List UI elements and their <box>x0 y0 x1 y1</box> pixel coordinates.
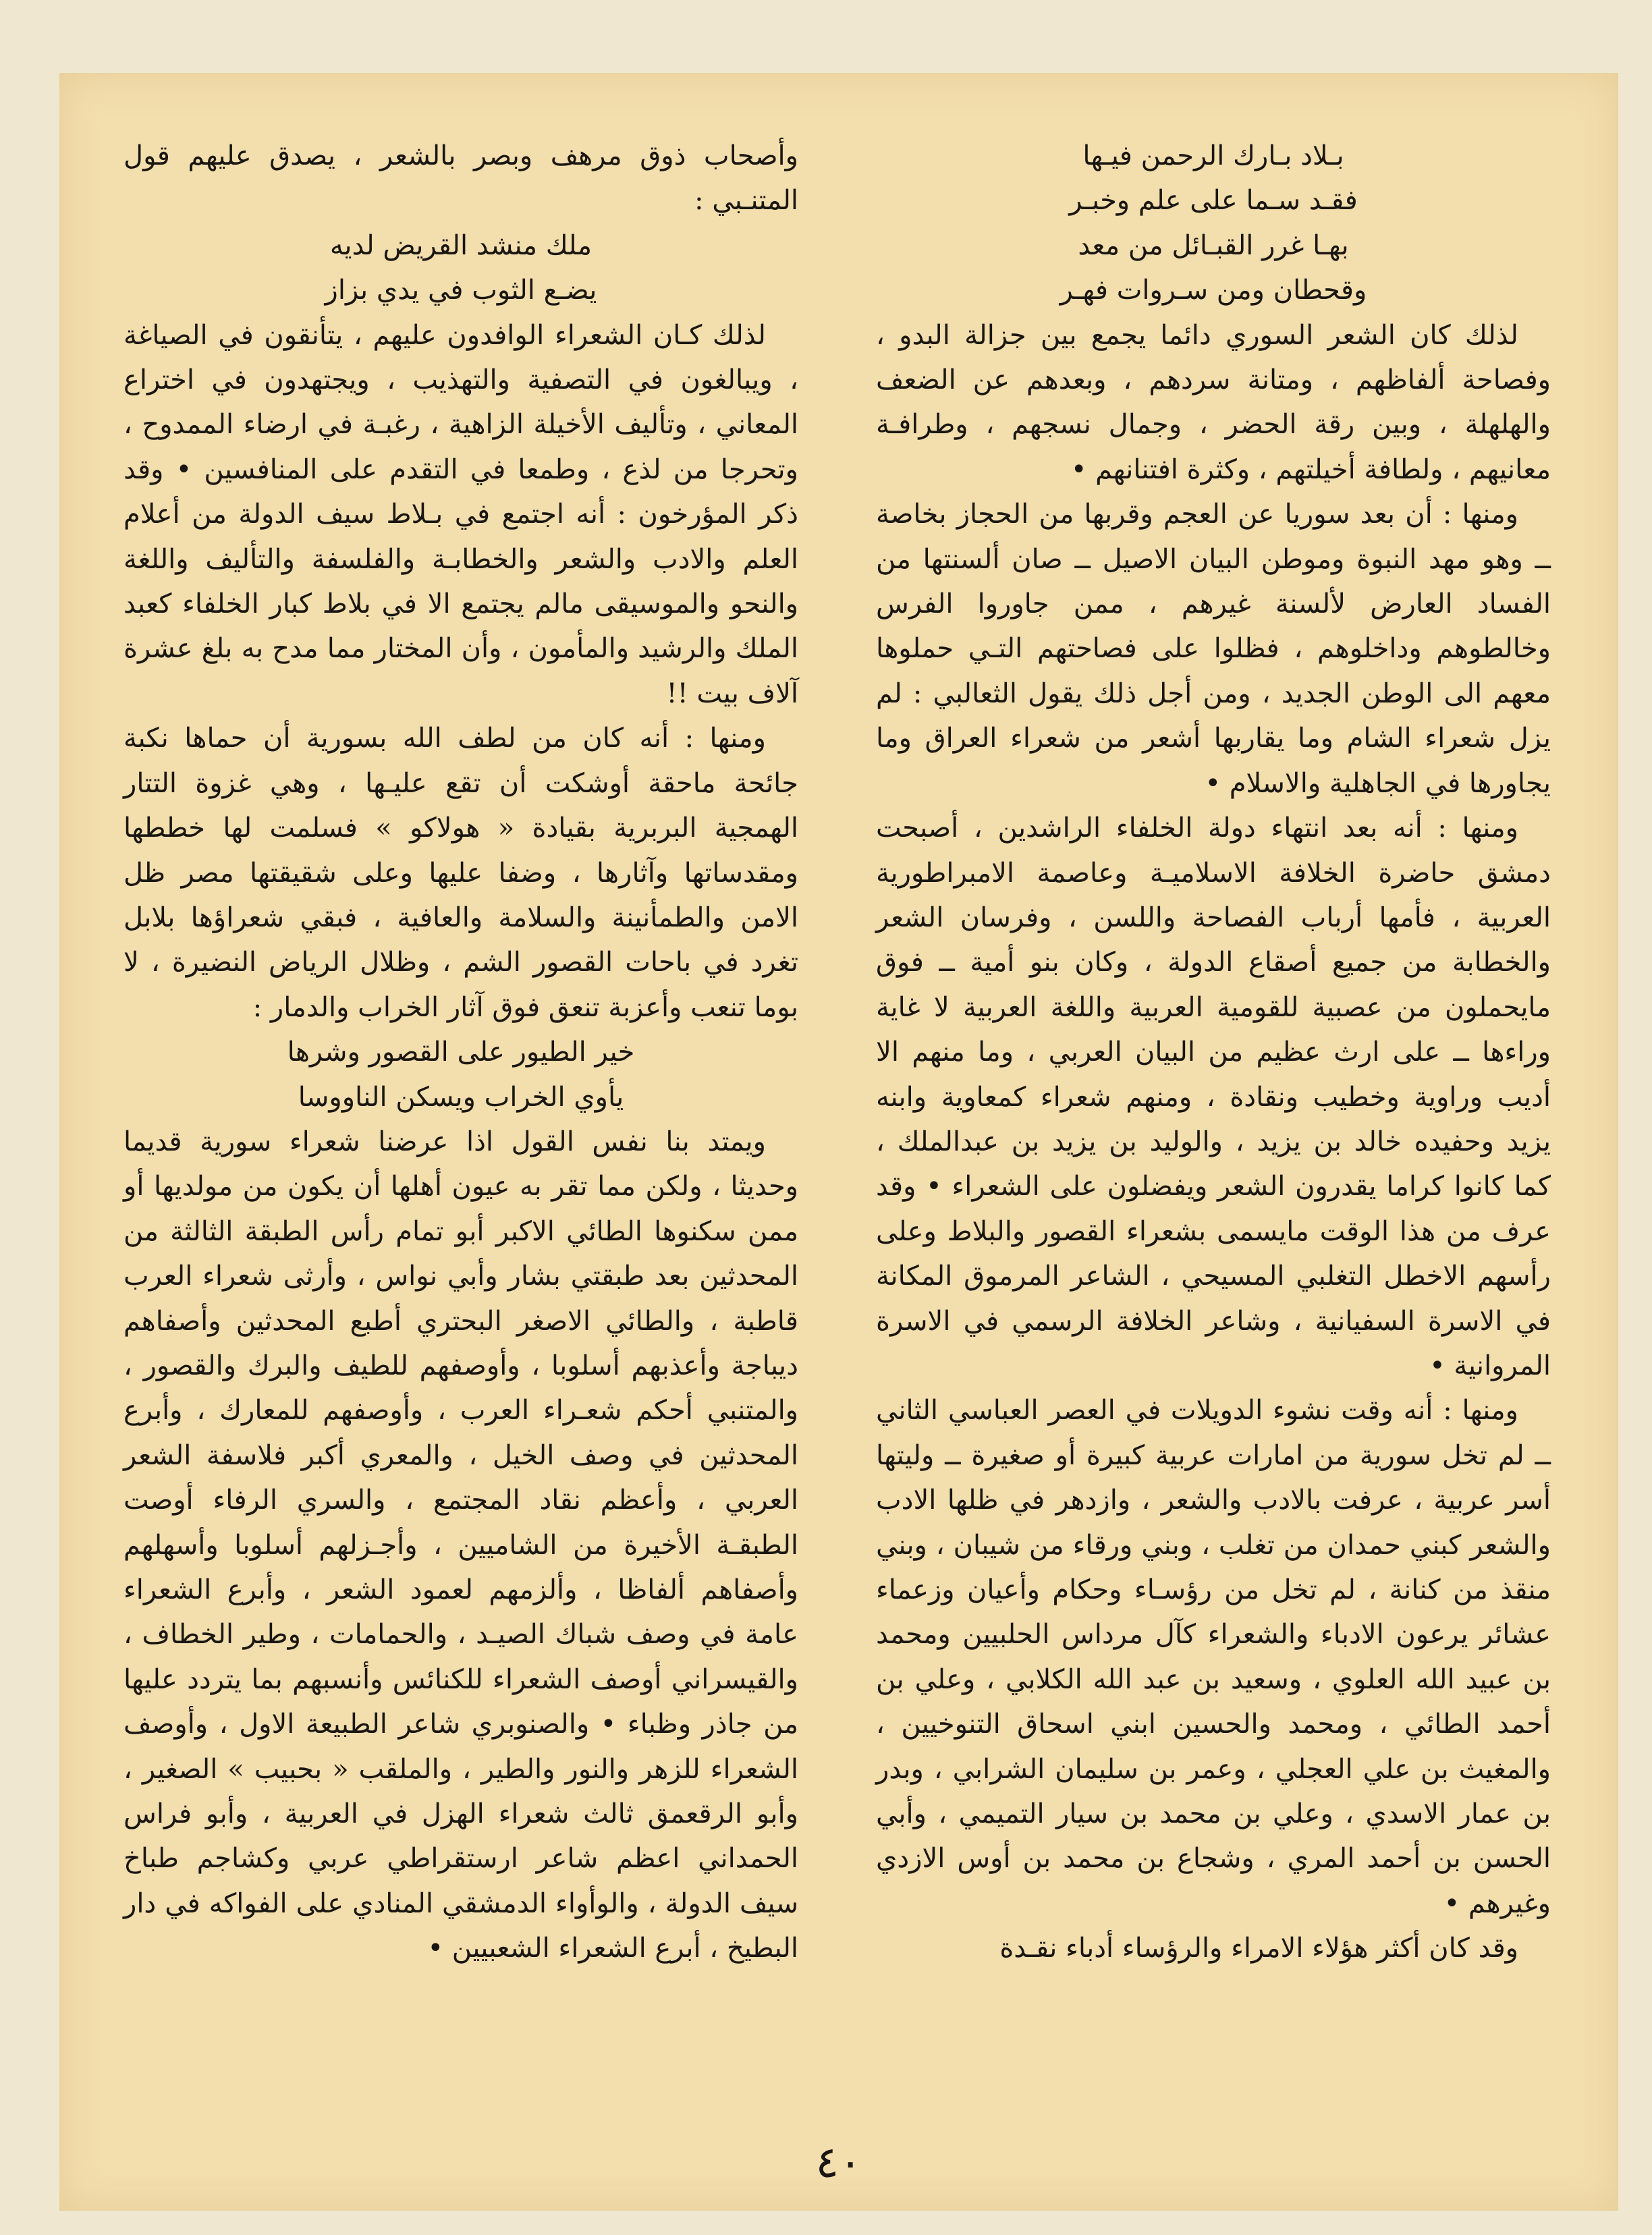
verse-block <box>123 223 798 313</box>
verse-line: بـلاد بـارك الرحمن فيـها <box>1082 140 1344 171</box>
paragraph: وقد كان أكثر هؤلاء الامراء والرؤساء أدباء نقـدة <box>999 1933 1518 1964</box>
paragraph: وأصحاب ذوق مرهف وبصر بالشعر ، يصدق عليهم قول المتنـبي : <box>123 140 798 217</box>
page <box>59 73 1618 2211</box>
paragraph: ومنها : أنه وقت نشوء الدويلات في العصر العباسي الثاني ــ لم تخل سورية من امارات عربية كبيرة أو صغيرة ــ وليتها أسر عربية ، عرفت بالادب والشعر ، وازدهر في ظلها الادب والشعر كبني حمدان من تغلب ، وبني ورقاء من شيبان ، وبني منقذ من كنانة ، لم تخل من رؤسـاء وحكام وأعيان وزعماء عشائر يرعون الادباء والشعراء كآل مرداس الحلبيين ومحمد بن عبيد الله العلوي ، وسعيد بن عبد الله الكلابي ، وعلي بن أحمد الطائي ، ومحمد والحسين ابني اسحاق التنوخيين ، والمغيث بن علي العجلي ، وعمر بن سليمان الشرابي ، وبدر بن عمار الاسدي ، وعلي بن محمد بن سيار التميمي ، وأبي الحسن بن أحمد المري ، وشجاع بن محمد بن أوس الازدي وغيرهم • <box>876 1395 1551 1919</box>
verse-line: فقـد سـما على علم وخبـر <box>1069 185 1358 217</box>
verse-line: بهـا غرر القبـائل من معد <box>1078 229 1349 261</box>
verse-line: ملك منشد القريض لديه <box>329 229 593 261</box>
verse-line: يأوي الخراب ويسكن الناووسا <box>298 1081 624 1113</box>
paragraph: ويمتد بنا نفس القول اذا عرضنا شعراء سورية قديما وحديثا ، ولكن مما تقر به عيون أهلها أن يكون من مولديها أو ممن سكنوها الطائي الاكبر أبو تمام رأس الطبقة الثالثة من المحدثين بعد طبقتي بشار وأبي نواس ، وأرثى شعراء العرب قاطبة ، والطائي الاصغر البحتري أطبع المحدثين وأصفاهم ديباجة وأعذبهم أسلوبا ، وأوصفهم للطيف والبرك والقصور ، والمتنبي أحكم شعـراء العرب ، وأوصفهم للمعارك ، وأبرع المحدثين في وصف الخيل ، والمعري أكبر فلاسفة الشعر العربي ، وأعظم نقاد المجتمع ، والسري الرفاء أوصت الطبقـة الأخيرة من الشاميين ، وأجـزلهم أسلوبا وأسهلهم وأصفاهم ألفاظا ، وألزمهم لعمود الشعر ، وأبرع الشعراء عامة في وصف شباك الصيـد ، والحمامات ، وطير الخطاف ، والقيسراني أوصف الشعراء للكنائس وأنسبهم بما يتردد عليها من جاذر وظباء • والصنوبري شاعر الطبيعة الاول ، وأوصف الشعراء للزهر والنور والطير ، والملقب « بحبيب » الصغير ، وأبو الرقعمق ثالث شعراء الهزل في العربية ، وأبو فراس الحمداني اعظم شاعر ارستقراطي عربي وكشاجم طباخ سيف الدولة ، والوأواء الدمشقي المنادي على الفواكه في دار البطيخ ، أبرع الشعراء الشعبيين • <box>123 1126 799 1964</box>
left-column <box>123 134 798 1971</box>
verse-line: خير الطيور على القصور وشرها <box>287 1037 635 1068</box>
verse-line: يضـع الثوب في يدي بزاز <box>325 275 597 306</box>
page-number: ٤٠ <box>815 2138 862 2188</box>
verse-block <box>123 1030 798 1120</box>
verse-block <box>876 134 1551 313</box>
paragraph: لذلك كـان الشعراء الوافدون عليهم ، يتأنقون في الصياغة ، ويبالغون في التصفية والتهذيب ، ويجتهدون في اختراع المعاني ، وتأليف الأخيلة الزاهية ، رغبـة في ارضاء الممدوح ، وتحرجا من لذع ، وطمعا في التقدم على المنافسين • وقد ذكر المؤرخون : أنه اجتمع في بـلاط سيف الدولة من أعلام العلم والادب والشعر والخطابـة والفلسفة والتأليف واللغة والنحو والموسيقى مالم يجتمع الا في بلاط كبار الخلفاء كعبد الملك والرشيد والمأمون ، وأن المختار مما مدح به بلغ عشرة آلاف بيت !! <box>123 319 798 709</box>
paragraph: ومنها : أن بعد سوريا عن العجم وقربها من الحجاز بخاصة ــ وهو مهد النبوة وموطن البيان الاصيل ــ صان ألسنتها من الفساد العارض لألسنة غيرهم ، ممن جاوروا الفرس وخالطوهم وداخلوهم ، فظلوا على فصاحتهم التـي حملوها معهم الى الوطن الجديد ، ومن أجل ذلك يقول الثعالبي : لم يزل شعراء الشام وما يقاربها أشعر من شعراء العراق وما يجاورها في الجاهلية والاسلام • <box>876 499 1551 799</box>
right-column <box>876 134 1551 1971</box>
verse-line: وقحطان ومن سـروات فهـر <box>1059 275 1367 306</box>
paragraph: ومنها : أنه بعد انتهاء دولة الخلفاء الراشدين ، أصبحت دمشق حاضرة الخلافة الاسلاميـة وعاصمة الامبراطورية العربية ، فأمها أرباب الفصاحة واللسن ، وفرسان الشعر والخطابة من جميع أصقاع الدولة ، وكان بنو أمية ــ فوق مايحملون من عصبية للقومية العربية واللغة العربية لا غاية وراءها ــ على ارث عظيم من البيان العربي ، وما منهم الا أديب وراوية وخطيب ونقادة ، ومنهم شعراء كمعاوية وابنه يزيد وحفيده خالد بن يزيد ، والوليد بن يزيد بن عبدالملك ، كما كانوا كراما يقدرون الشعر ويفضلون على الشعراء • وقد عرف من هذا الوقت مايسمى بشعراء القصور والبلاط وعلى رأسهم الاخطل التغلبي المسيحي ، الشاعر المرموق المكانة في الاسرة السفيانية ، وشاعر الخلافة الرسمي في الاسرة المروانية • <box>876 812 1551 1381</box>
paragraph: ومنها : أنه كان من لطف الله بسورية أن حماها نكبة جائحة ماحقة أوشكت أن تقع عليـها ، وهي غزوة التتار الهمجية البربرية بقيادة « هولاكو » فسلمت لها خططها ومقدساتها وآثارها ، وضفا عليها وعلى شقيقتها مصر ظل الامن والطمأنينة والسلامة والعافية ، فبقي شعراؤها بلابل تغرد في باحات القصور الشم ، وظلال الرياض النضيرة ، لا بوما تنعب وأعزبة تنعق فوق آثار الخراب والدمار : <box>123 723 798 1023</box>
paragraph: لذلك كان الشعر السوري دائما يجمع بين جزالة البدو ، وفصاحة ألفاظهم ، ومتانة سردهم ، وبعدهم عن الضعف والهلهلة ، وبين رقة الحضر ، وجمال نسجهم ، وطرافـة معانيهم ، ولطافة أخيلتهم ، وكثرة افتنانهم • <box>876 319 1551 485</box>
